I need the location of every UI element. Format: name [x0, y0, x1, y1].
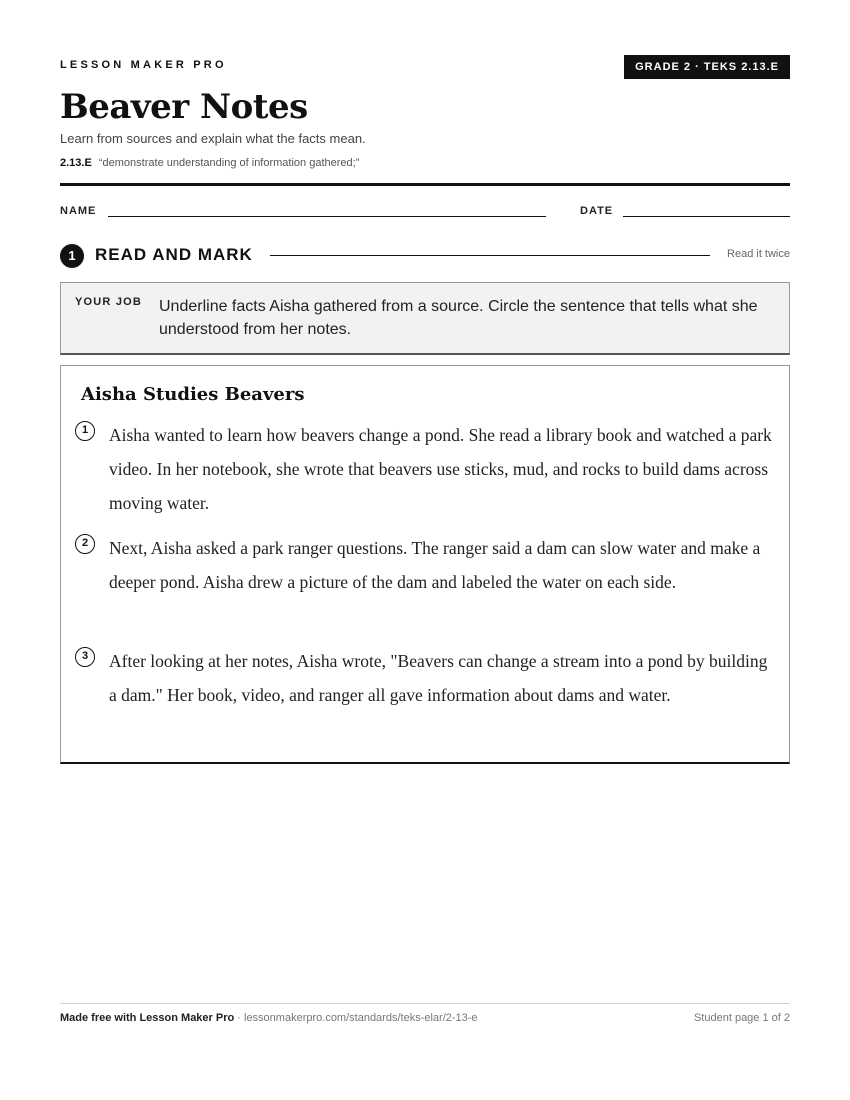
grade-badge: GRADE 2 · TEKS 2.13.E	[624, 55, 790, 79]
header-divider	[60, 183, 790, 186]
paragraph-number: 3	[75, 647, 95, 667]
footer-page-number: Student page 1 of 2	[693, 1012, 790, 1024]
job-label: YOUR JOB	[75, 296, 143, 308]
footer-url-link[interactable]: lessonmakerpro.com/standards/teks-elar/2-13-e	[244, 1012, 478, 1024]
footer-made-with: Made free with Lesson Maker Pro	[60, 1012, 235, 1024]
paragraph-text: Next, Aisha asked a park ranger questions. The ranger said a dam can slow water and make a deeper pond. Aisha drew a picture of the dam and labeled the water on each side.	[109, 538, 761, 592]
paragraph-number: 2	[75, 534, 95, 554]
page-title: Beaver Notes	[60, 87, 308, 127]
footer-divider	[60, 1003, 790, 1004]
date-line[interactable]	[623, 216, 790, 217]
worksheet-page	[60, 0, 790, 1100]
brand-name: LESSON MAKER PRO	[60, 59, 227, 71]
story-box	[60, 365, 790, 764]
paragraph-text: Aisha wanted to learn how beavers change a pond. She read a library book and watched a park video. In her notebook, she wrote that beavers use sticks, mud, and rocks to build dams across moving water.	[109, 425, 772, 513]
standard-code: 2.13.E	[60, 157, 92, 169]
footer-separator: ·	[234, 1012, 244, 1024]
job-box	[60, 282, 790, 355]
story-title: Aisha Studies Beavers	[81, 384, 305, 405]
paragraph-text: After looking at her notes, Aisha wrote, "Beavers can change a stream into a pond by building a dam." Her book, video, and ranger all gave information about dams and water.	[109, 651, 768, 705]
section-title: READ AND MARK	[95, 245, 253, 264]
date-label: DATE	[580, 205, 614, 217]
page-subtitle: Learn from sources and explain what the facts mean.	[60, 131, 366, 146]
section-rule	[270, 255, 710, 256]
step-number-badge: 1	[60, 244, 84, 268]
section-header	[60, 243, 790, 267]
standard-text: “demonstrate understanding of information gathered;”	[98, 157, 360, 169]
name-label: NAME	[60, 205, 97, 217]
name-line[interactable]	[108, 216, 546, 217]
footer-credit	[60, 1012, 478, 1024]
job-text: Underline facts Aisha gathered from a source. Circle the sentence that tells what she understood from her notes.	[159, 298, 758, 338]
paragraph-number: 1	[75, 421, 95, 441]
standard-line	[60, 157, 359, 169]
section-note: Read it twice	[727, 248, 790, 260]
